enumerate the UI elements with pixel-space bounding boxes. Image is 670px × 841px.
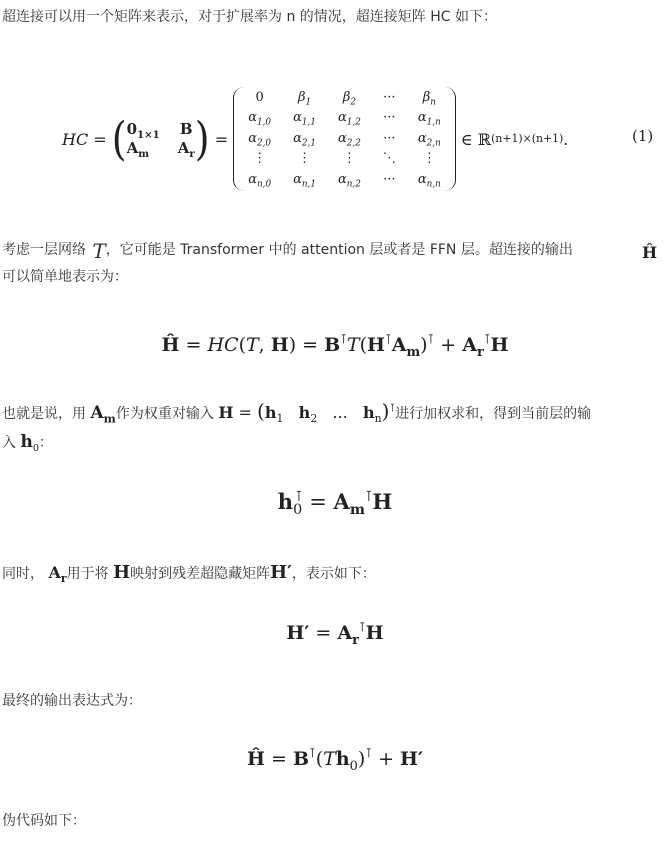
mapping-text: 同时， $A_r$用于将 H映射到残差超隐藏矩阵H′，表示如下：: [2, 562, 376, 586]
final-equation: Ĥ = $B^⊺(Th_0)^⊺ + H'$: [247, 746, 423, 774]
alpha-beta-matrix: 0 $\beta_1$ $\beta_2$ ··· $\beta_n$ $\alpha_{1,0}$ $\alpha_{1,1}$ $\alpha_{1,2}$ ··· $\alpha_{1,n}$ $\alpha_{2,0}$ $\alpha_{2,1}$ $\alpha_{2,2}$ ··· $\alpha_{2,n}$ ⋮ ⋮ ⋮ ⋱ ⋮ $\alpha_{n,0}$ $\alpha_{n,1}$ $\alpha_{n,2}$ ··· $\alpha_{n,n}$: [248, 89, 441, 190]
weighted-text: 也就是说，用 $A_m$作为权重对输入 $H = (h_1$ $h_2$ ... $h_n)^⊺$进行加权求和，得到当前层的输: [2, 399, 592, 426]
hc-matrix-equation: HC = ( $0_{1\times 1}$ B $A_m$ $A_r$ ) = 0 $\beta_1$ $\beta_2$ ··· $\beta_n$ $\alpha_{1,0}$ $\alpha_{1,1}$ $\alpha_{1,2}$ ··· $\alpha_{1,n}$ $\alpha_{2,0}$ $\alpha_{2,1}$ $\alpha_{2,2}$ ··· $\alpha_{2,n}$ ⋮ ⋮ ⋮ ⋱ ⋮ $\alpha_{n,0}$ $\alpha_{n,1}$ $\alpha_{n,2}$ ··· $\alpha_{n,n}$ ∈ ℝ (n+1)×(n+1) .: [0, 84, 670, 194]
weighted-text-2: 入 $h_0$：: [2, 432, 53, 454]
intro-text: 超连接可以用一个矩阵来表示，对于扩展率为 n 的情况，超连接矩阵 HC 如下：: [2, 9, 497, 25]
consider-text: 考虑一层网络 T，它可能是 Transformer 中的 attention 层或者是 FFN 层。超连接的输出 Ĥ: [2, 239, 658, 263]
layer-symbol: T: [86, 239, 106, 263]
pseudocode-text: 伪代码如下：: [2, 813, 86, 829]
consider-text-2: 可以简单地表示为：: [2, 269, 128, 285]
equation-number: (1): [632, 127, 654, 145]
h-hat-equation: Ĥ = HC(T, $H) = B^⊺T(H^⊺A_m)^⊺ + A_r^⊺H$: [161, 332, 509, 360]
final-text: 最终的输出表达式为：: [2, 693, 142, 709]
h-hat-symbol: Ĥ: [642, 243, 658, 262]
h0-equation: $h_0^⊺ = A_m^⊺H$: [277, 489, 393, 519]
block-matrix: $0_{1\times 1}$ B $A_m$ $A_r$: [126, 120, 195, 160]
h-prime-equation: $H' = A_r^⊺H$: [286, 620, 384, 648]
